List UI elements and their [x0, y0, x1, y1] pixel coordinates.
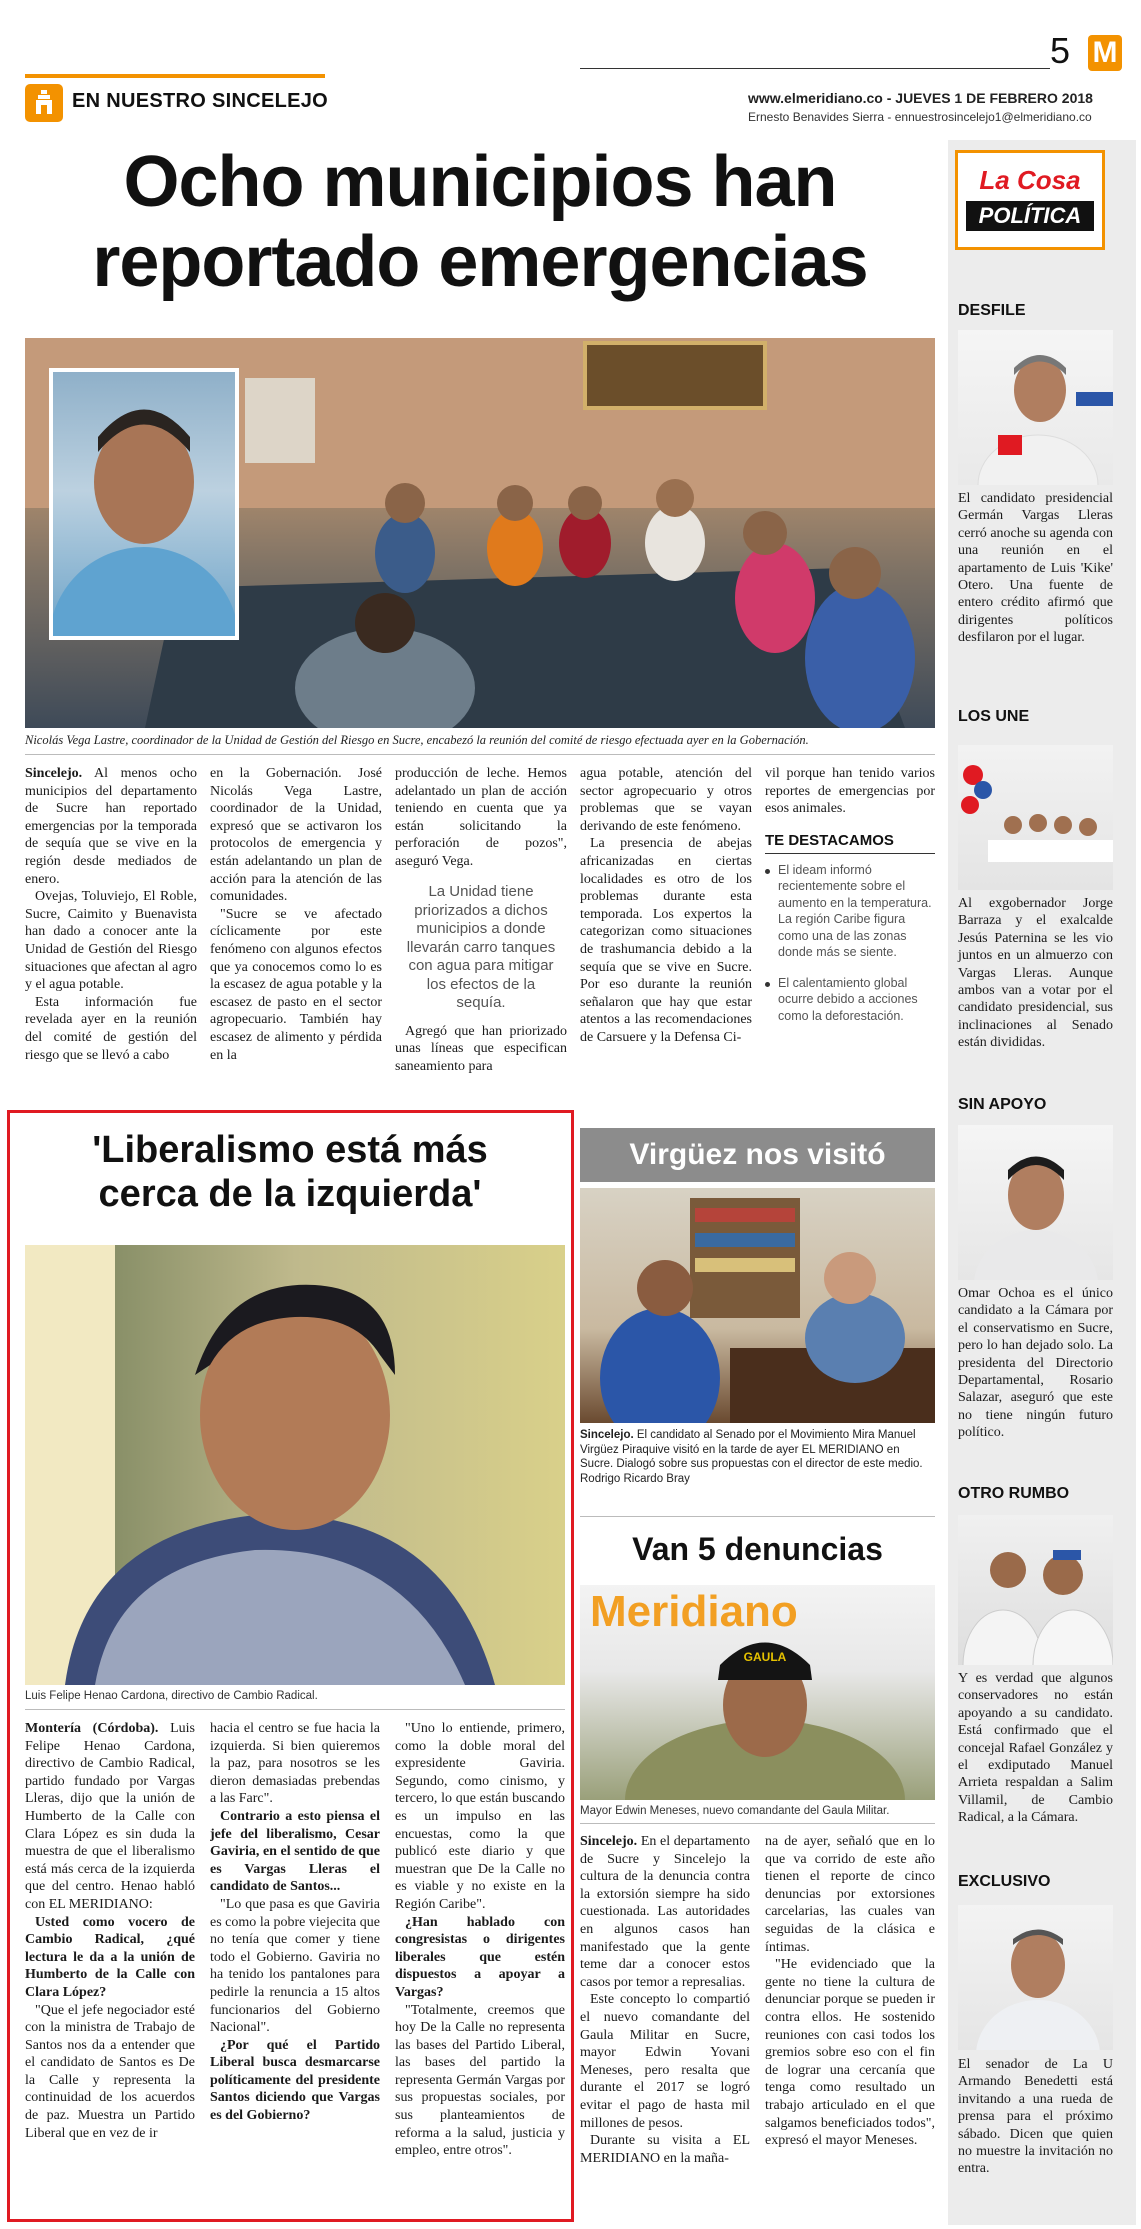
main-dateline: Sincelejo. — [25, 766, 83, 781]
main-column-3 — [395, 765, 567, 1135]
interview-question-2: Contrario a esto piensa el jefe del liberalismo, Cesar Gaviria, en el sentido de que es Vargas Lleras el candidato de Santos... — [210, 1808, 380, 1895]
visit-divider — [580, 1516, 935, 1517]
interview-column-3 — [395, 1720, 565, 2215]
main-col4-p1: agua potable, atención del sector agropecuario y otros problemas que se vayan derivando de este fenómeno. — [580, 766, 752, 834]
main-col1-p1: Al menos ocho municipios del departamento de Sucre han reportado emergencias por la temporada de sequía que se vive en la región desde mediados de enero. — [25, 766, 197, 887]
interview-column-1 — [25, 1720, 195, 2215]
sidebar-title-line1: La Cosa — [979, 165, 1081, 195]
header-top-rule — [580, 68, 1050, 69]
main-col2-p1: en la Gobernación. José Nicolás Vega Lastre, coordinador de la Unidad, expresó que se activaron los protocolos de emergencia y están adelantando un plan de acción para la atención de las comunidades. — [210, 766, 382, 905]
main-col3-p2: Agregó que han priorizado unas líneas que especifican saneamiento para — [395, 1023, 567, 1074]
bullet-icon — [765, 982, 770, 987]
denuncias-col2-p2: "He evidenciado que la gente no tiene la cultura de denunciar porque se pueden ir contra ellos. He sostenido reuniones con casi todos los gremios sobre eso con el fin de lograr una cercanía que tenga como resultado un trabajo articulado en el que salgamos beneficiados todos", expresó el mayor Meneses. — [765, 1957, 935, 2149]
page-header — [0, 0, 1141, 140]
denuncias-column-1 — [580, 1833, 750, 2218]
sidebar-text-exclusivo: El senador de La U Armando Benedetti está invitando a una rueda de prensa para el próximo sábado. Dicen que quien no muestre la invitación no entra. — [958, 2057, 1113, 2177]
main-col1-p3: Esta información fue revelada ayer en la reunión del comité de gestión del riesgo que se llevó a cabo — [25, 994, 197, 1063]
denuncias-caption-rule — [580, 1823, 935, 1824]
main-headline-line2: reportado emergencias — [92, 222, 868, 302]
sidebar-photo-exclusivo — [958, 1905, 1113, 2050]
denuncias-col1-p1: En el departamento de Sucre y Sincelejo la cultura de la denuncia contra la extorsión siempre ha sido cuestionada. Las autoridades en algunos casos han manifestado que la gente teme dar a conocer estos casos por temor a represalias. — [580, 1834, 750, 1990]
visit-headline: Virgüez nos visitó — [629, 1138, 886, 1171]
inset-portrait — [49, 368, 239, 640]
interview-col1-p2: "Que el jefe negociador esté con la ministra de Trabajo de Santos nos da a entender que el candidato de Santos es De la Calle y representa la continuidad de los acuerdos de paz. Muestra un Partido Liberal que en vez de ir — [25, 2002, 195, 2141]
visit-photo — [580, 1188, 935, 1423]
interview-col1-p1: Luis Felipe Henao Cardona, directivo de Cambio Radical, partido fundado por Vargas Lleras, dijo que la unión de Humberto de la Calle con Clara López es sin duda la muestra de que el liberalismo está más cerca de la izquierda que del centro. Henao habló con EL MERIDIANO: — [25, 1721, 195, 1912]
sidebar-head-sin-apoyo: SIN APOYO — [958, 1096, 1047, 1113]
sidebar-text-otro-rumbo: Y es verdad que algunos conservadores no están apoyando a su candidato. Está confirmado que el concejal Rafael González y el exdiputado Manuel Arrieta respaldan a Salim Villamil, de Cambio Radical, a la Cámara. — [958, 1671, 1113, 1826]
sidebar-text-sin-apoyo: Omar Ochoa es el único candidato a la Cámara por el conservatismo en Sucre, pero lo han dejado solo. La presidenta del Directorio Departamental, Rosario Salazar, aseguró que este no tiene ningún futuro político. — [958, 1286, 1113, 1441]
main-col2-p2: "Sucre se ve afectado cíclicamente por este fenómeno con algunos efectos que ya conocemos como lo es la escasez de agua potable y la escasez de pasto en el sector agropecuario. También hay escasez de alimento y pérdida en la — [210, 906, 382, 1063]
gaula-photo — [580, 1585, 935, 1800]
destacamos-title: TE DESTACAMOS — [765, 831, 894, 849]
newspaper-logo — [1088, 35, 1122, 71]
denuncias-column-2 — [765, 1833, 935, 2218]
interview-question-1: Usted como vocero de Cambio Radical, ¿qué lectura le da a la unión de Humberto de la Calle con Clara López? — [25, 1914, 195, 2000]
interview-dateline: Montería (Córdoba). — [25, 1721, 159, 1736]
visit-caption — [580, 1428, 935, 1486]
caption-rule — [25, 754, 935, 755]
interview-caption-rule — [25, 1709, 565, 1710]
interview-col3-p2: "Totalmente, creemos que hoy De la Calle no representa las bases del Partido Liberal, las bases del partido la representa Germán Vargas por sus propuestas sociales, por sus planteamientos de reforma a la salud, justicia y empleo, entre otros". — [395, 2002, 565, 2159]
main-col5-p1: vil porque han tenido varios reportes de emergencias por esos animales. — [765, 766, 935, 817]
sidebar-head-desfile: DESFILE — [958, 302, 1026, 319]
sincelejo-tower-icon — [25, 84, 63, 122]
sidebar-head-los-une: LOS UNE — [958, 708, 1030, 725]
main-col1-p2: Ovejas, Toluviejo, El Roble, Sucre, Caimito y Buenavista han dado a conocer ante la Unidad de Gestión del Riesgo situaciones que afectan al agro y el agua potable. — [25, 889, 197, 993]
main-column-5 — [765, 765, 935, 1135]
interview-headline-line2: cerca de la izquierda' — [98, 1173, 482, 1215]
meridiano-wall-sign: Meridiano — [590, 1587, 798, 1636]
page-number: 5 — [1050, 30, 1071, 71]
denuncias-col1-p3: Durante su visita a EL MERIDIANO en la maña- — [580, 2133, 750, 2166]
denuncias-photo-caption: Mayor Edwin Meneses, nuevo comandante del Gaula Militar. — [580, 1805, 890, 1817]
meeting-photo — [25, 338, 935, 728]
denuncias-dateline: Sincelejo. — [580, 1834, 638, 1849]
visit-caption-lead: Sincelejo. — [580, 1429, 634, 1441]
interview-photo-caption: Luis Felipe Henao Cardona, directivo de Cambio Radical. — [25, 1690, 318, 1702]
main-column-1 — [25, 765, 197, 1135]
logo-letter: M — [1092, 36, 1118, 69]
main-column-4 — [580, 765, 752, 1135]
sidebar-text-desfile: El candidato presidencial Germán Vargas Lleras cerró anoche su agenda con una reunión en el apartamento de Luis 'Kike' Otero. Una fuente de entero crédito afirmó que dirigentes políticos desfilaron por el lugar. — [958, 491, 1113, 646]
sidebar-photo-los-une — [958, 745, 1113, 890]
denuncias-col1-p2: Este concepto lo compartió el nuevo comandante del Gaula Militar en Sucre, mayor Edwin Yovani Meneses, pero resalta que durante el 2017 se logró evitar el pago de hasta mil millones de pesos. — [580, 1992, 750, 2131]
henao-photo — [25, 1245, 565, 1685]
main-col3-p1: producción de leche. Hemos adelantado un plan de acción teniendo en cuenta que ya están solicitando la perforación de pozos", aseguró Vega. — [395, 766, 567, 869]
visit-caption-text: El candidato al Senado por el Movimiento Mira Manuel Virgüez Piraquive visitó en la tarde de ayer EL MERIDIANO en Sucre. Dialogó sobre sus propuestas con el director de este medio. Rodrigo Ricardo Bray — [580, 1429, 923, 1485]
bullet-icon — [765, 869, 770, 874]
pull-quote: La Unidad tiene priorizados a dichos municipios a donde llevarán carro tanques con agua para mitigar los efectos de la sequía. — [406, 883, 556, 1011]
sidebar-head-exclusivo: EXCLUSIVO — [958, 1873, 1051, 1890]
interview-col3-p1: "Uno lo entiende, primero, como la doble moral del expresidente Gaviria. Segundo, como cinismo, y tercero, lo que están buscando es un impulso en las encuestas, como la que publicó este diario y que muestran que De la Calle no es viable y no existe en la Región Caribe". — [395, 1721, 565, 1912]
interview-col2-p1: hacia el centro se fue hacia la izquierda. Si bien quieremos la paz, para nosotros se les dieron demasiadas prebendas a las Farc". — [210, 1721, 380, 1807]
author-email-line: Ernesto Benavides Sierra - ennuestrosincelejo1@elmeridiano.co — [748, 110, 1092, 124]
gaula-cap-text: GAULA — [743, 1650, 787, 1664]
sidebar-title-box — [955, 150, 1105, 250]
interview-column-2 — [210, 1720, 380, 2215]
interview-headline-line1: 'Liberalismo está más — [92, 1129, 488, 1171]
destacamos-item — [765, 975, 935, 1025]
main-headline-line1: Ocho municipios han — [123, 142, 837, 222]
destacamos-item — [765, 862, 935, 961]
interview-col2-p2: "Lo que pasa es que Gaviria es como la pobre viejecita que no tenía que comer y tiene todo el Gobierno. Gaviria no ha tenido los pantalones para pedirle la renuncia a 15 altos funcionarios del Gobierno Nacional". — [210, 1896, 380, 2036]
destacamos-rule — [765, 853, 935, 854]
sidebar-photo-otro-rumbo — [958, 1515, 1113, 1665]
sidebar-text-los-une: Al exgobernador Jorge Barraza y el exalcalde Jesús Paternina se les vio juntos en un almuerzo con Vargas Lleras. Aunque ambos van a votar por el candidato presidencial, sus inclinaciones al Senado están divididas. — [958, 896, 1113, 1051]
destacamos-text-2: El calentamiento global ocurre debido a acciones como la deforestación. — [778, 975, 918, 1023]
main-column-2 — [210, 765, 382, 1135]
visit-headline-band — [580, 1128, 935, 1182]
denuncias-col2-p1: na de ayer, señaló que en lo que va corrido de este año tienen el reporte de cinco denuncias por extorsiones carcelarias, las cuales van seguidas de la clásica e íntimas. — [765, 1834, 935, 1955]
section-title: EN NUESTRO SINCELEJO — [72, 90, 329, 112]
destacamos-text-1: El ideam informó recientemente sobre el aumento en la temperatura. La región Caribe figura como una de las zonas donde más se siente. — [778, 862, 932, 960]
main-col4-p2: La presencia de abejas africanizadas en ciertas localidades es otro de los problemas durante esta temporada. Los expertos la categorizan como situaciones de trashumancia debido a la sequía que se vive en Sucre. Por eso durante la reunión señalaron que hay que estar atentos a las recomendaciones de Carsuere y la Defensa Ci- — [580, 836, 752, 1045]
site-date-line: www.elmeridiano.co - JUEVES 1 DE FEBRERO 2018 — [748, 90, 1093, 106]
sidebar-head-otro-rumbo: OTRO RUMBO — [958, 1485, 1070, 1502]
interview-question-4: ¿Han hablado con congresistas o dirigentes liberales que estén dispuestos a apoyar a Vargas? — [395, 1914, 565, 2000]
sidebar-photo-desfile — [958, 330, 1113, 485]
interview-question-3: ¿Por qué el Partido Liberal busca desmarcarse políticamente del presidente Santos diciendo que Vargas es del Gobierno? — [210, 2037, 380, 2124]
sidebar-photo-sin-apoyo — [958, 1125, 1113, 1280]
sidebar-title-line2: POLÍTICA — [966, 201, 1094, 231]
denuncias-headline: Van 5 denuncias — [632, 1531, 883, 1567]
section-orange-rule — [25, 74, 325, 78]
main-photo-caption: Nicolás Vega Lastre, coordinador de la Unidad de Gestión del Riesgo en Sucre, encabezó la reunión del comité de riesgo efectuada ayer en la Gobernación. — [25, 733, 809, 747]
